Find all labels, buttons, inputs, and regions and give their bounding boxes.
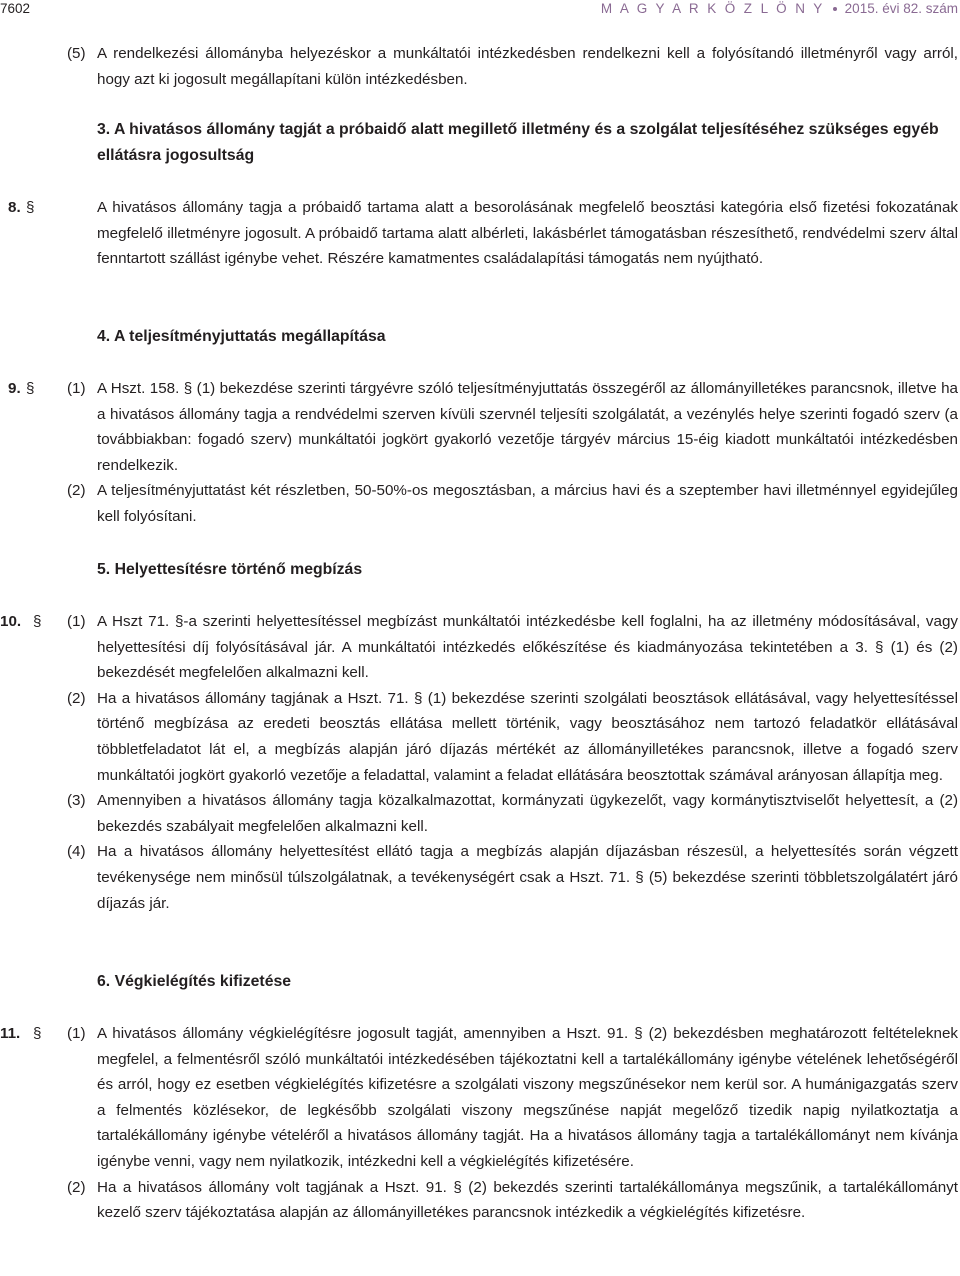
subheading-5: 5. Helyettesítésre történő megbízás: [97, 561, 363, 578]
section-sign: §: [33, 613, 42, 630]
paragraph-5: [0, 41, 960, 92]
section-sign: §: [26, 199, 35, 216]
paragraph-number: (1): [67, 613, 86, 630]
section-number: 8.: [8, 199, 21, 216]
paragraph-text: Ha a hivatásos állomány tagjának a Hszt. 71. § (1) bekezdése szerinti szolgálati beosztások ellátásával, vagy helyettesítéssel történő megbízása az eredeti beosztás ellátása mellett történik, vagy beosztásához nem tartozó feladatkör ellátásával többletfeladatot lát el, a megbízás alapján járó díjazás mértékét az állományilletékes parancsnok, illetve a fogadó szerv munkáltatói jogkört gyakorló vezetője a feladattal, valamint a feladat ellátására beosztottak számával arányosan állapítja meg.: [97, 689, 958, 784]
page-number: 7602: [0, 1, 31, 16]
page-header: [0, 0, 960, 24]
paragraph-number: (1): [67, 1025, 86, 1042]
paragraph-number: (1): [67, 380, 86, 397]
section-sign: §: [33, 1025, 42, 1042]
section-9: [0, 376, 960, 530]
paragraph-number: (5): [67, 45, 86, 62]
subheading-3: 3. A hivatásos állomány tagját a próbaidő alatt megillető illetmény és a szolgálat teljesítéséhez szükséges egyéb ellátásra jogosultság: [97, 121, 939, 164]
paragraph-text: Ha a hivatásos állomány helyettesítést ellátó tagja a megbízás alapján díjazásban részesül, a helyettesítés során végzett tevékenysége nem minősül túlszolgálatnak, a tevékenységért csak a Hszt. 71. § (5) bekezdése szerinti többletszolgálatért járó díjazás jár.: [97, 843, 958, 912]
section-10: [0, 609, 960, 916]
paragraph-number: (3): [67, 792, 86, 810]
paragraph-text: A hivatásos állomány végkielégítésre jogosult tagját, amennyiben a Hszt. 91. § (2) bekezdésben meghatározott feltételeknek megfelel, a felmentésről szóló munkáltatói intézkedésében tájékoztatni kell a tartalékállomány igénybe vételének lehetőségéről és arról, hogy ez esetben végkielégítés kifizetésre a szolgálati viszony megszűnésekor nem kerül sor. A humánigazgatás szerv a felmentés közlésekor, de legkésőbb szolgálati viszony megszűnése napját megelőző tizedik napig nyilatkoztatja a tartalékállomány igénybe vételéről a hivatásos állomány tagját. Ha a hivatásos állomány tagja a tartalékállományt nem kívánja igénybe venni, vagy nem nyilatkozik, intézkedni kell a végkielégítés kifizetésére.: [97, 1025, 958, 1170]
paragraph-number: (4): [67, 843, 86, 861]
subheading-4: 4. A teljesítményjuttatás megállapítása: [97, 328, 386, 345]
section-number: 10.: [0, 613, 22, 630]
paragraph-number: (2): [67, 689, 86, 707]
paragraph-text: A rendelkezési állományba helyezéskor a munkáltatói intézkedésben rendelkezni kell a folyósítandó illetményről vagy arról, hogy azt ki jogosult megállapítani külön intézkedésben.: [97, 45, 958, 88]
journal-title: M A G Y A R K Ö Z L Ö N Y: [600, 1, 825, 16]
paragraph-text: A Hszt 71. §-a szerinti helyettesítéssel megbízást munkáltatói intézkedésbe kell foglalni, ha az illetmény módosításával, vagy helyettesítési díj folyósításával jár. A munkáltatói intézkedés előkészítése és kiadmányozása tekintetében a 3. § (1) és (2) bekezdését megfelelően alkalmazni kell.: [97, 613, 958, 682]
paragraph-number: (2): [67, 482, 86, 500]
section-number: 9.: [8, 380, 21, 397]
issue-number: 2015. évi 82. szám: [844, 1, 958, 16]
journal-header: [601, 0, 958, 18]
paragraph-text: A teljesítményjuttatást két részletben, 50-50%-os megosztásban, a március havi és a szeptember havi illetménnyel egyidejűleg kell folyósítani.: [97, 482, 958, 525]
separator-dot: [833, 7, 837, 11]
paragraph-text: Ha a hivatásos állomány volt tagjának a Hszt. 91. § (2) bekezdés szerinti tartalékállománya megszűnik, a tartalékállományt kezelő szerv tájékoztatása alapján az állományilletékes parancsnok intézkedik a végkielégítés kifizetésre.: [97, 1178, 958, 1222]
section-11: [0, 1021, 960, 1226]
section-number: 11.: [0, 1025, 21, 1042]
section-sign: §: [26, 380, 35, 397]
subheading-6: 6. Végkielégítés kifizetése: [97, 973, 292, 990]
section-8: [0, 195, 960, 272]
paragraph-number: (2): [67, 1178, 86, 1196]
section-text: A hivatásos állomány tagja a próbaidő tartama alatt a besorolásának megfelelő beosztási kategória első fizetési fokozatának megfelelő illetményre jogosult. A próbaidő tartama alatt albérleti, lakásbérlet támogatásban részesíthető, rendvédelmi szerv által fenntartott szállást igénybe vehet. Részére kamatmentes családalapítási támogatás nem nyújtható.: [97, 199, 958, 268]
paragraph-text: A Hszt. 158. § (1) bekezdése szerinti tárgyévre szóló teljesítményjuttatás összegéről az állományilletékes parancsnok, illetve ha a hivatásos állomány tagja a rendvédelmi szerven kívüli szervnél teljesíti szolgálatát, a vezénylés helye szerinti fogadó szerv (a továbbiakban: fogadó szerv) munkáltatói jogkört gyakorló vezetője tárgyév március 15-éig kiadott munkáltatói intézkedésben rendelkezik.: [97, 380, 958, 474]
paragraph-text: Amennyiben a hivatásos állomány tagja közalkalmazottat, kormányzati ügykezelőt, vagy kormánytisztviselőt helyettesít, a (2) bekezdés szabályait megfelelően alkalmazni kell.: [97, 792, 958, 835]
